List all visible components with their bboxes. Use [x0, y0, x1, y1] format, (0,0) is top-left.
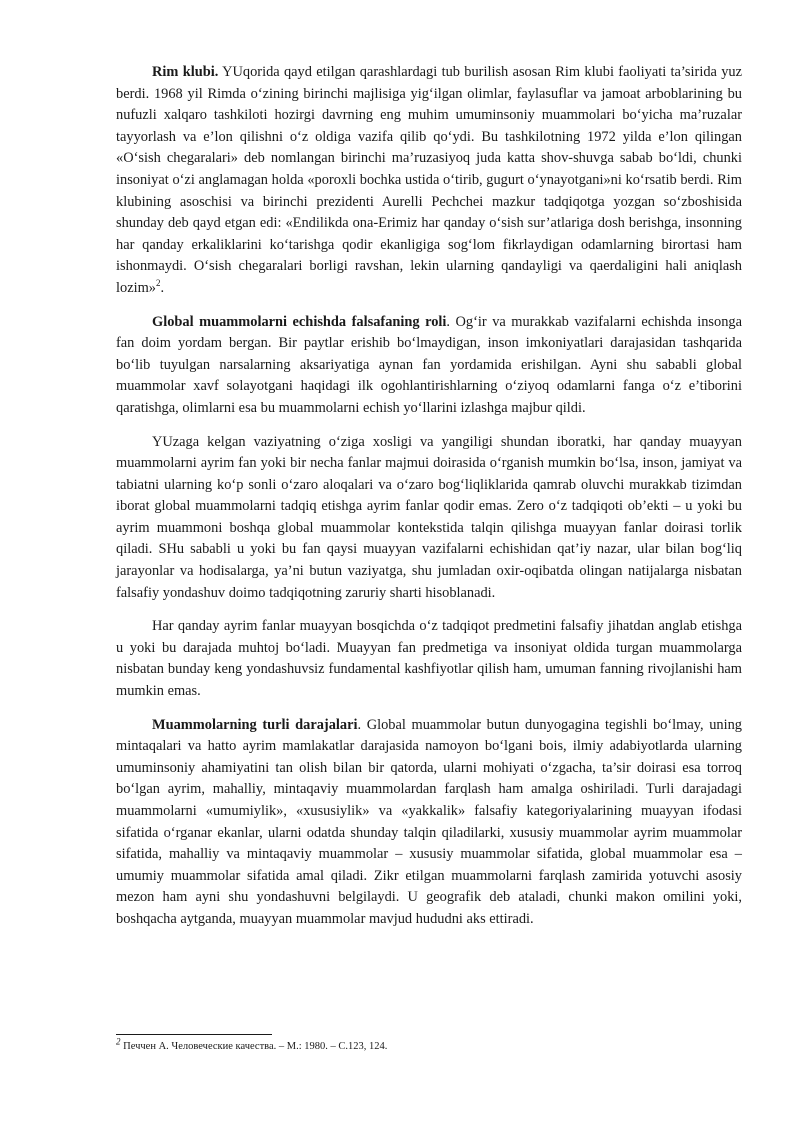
paragraph-heading: Rim klubi.: [152, 64, 219, 80]
paragraph-sciences: [116, 616, 742, 702]
paragraph-heading: Muammolarning turli darajalari: [152, 716, 358, 733]
paragraph-philosophy-role: [116, 312, 742, 420]
footnote: [116, 1036, 742, 1052]
paragraph-text: YUzaga kelgan vaziyatning o‘ziga xosligi va yangiligi shundan iboratki, har qanday muayyan muammolarni ayrim fan yoki bir necha fanlar majmui doirasida o‘rganish mumkin bo‘lsa, inson, jamiyat va tabiatni ularning ko‘p sonli o‘zaro aloqalari va o‘zaro bog‘liqliklarida qamrab oluvchi murakkab tizimdan iborat global muammolarni tadqiq etishga ayrim fanlar qodir emas. Zero o‘z tadqiqoti ob’ekti – u yoki bu ayrim muammoni boshqa global muammolar kontekstida talqin qilishga muayyan fanlar doirasi torlik qiladi. SHu sababli u yoki bu fan qaysi muayyan vazifalarni echishidan qat’iy nazar, ular bilan bog‘liq jarayonlar va hodisalarga, ya’ni butun vaziyatga, shu jumladan oxir-oqibatda olingan natijalarga nisbatan falsafiy yondashuv doimo tadqiqotning zaruriy sharti hisoblanadi.: [116, 433, 742, 601]
paragraph-tail: .: [160, 279, 165, 296]
paragraph-text: . Og‘ir va murakkab vazifalarni echishda insonga fan doim yordam bergan. Bir paytlar erishib bo‘lmaydigan, inson imkoniyatlari darajasidan tashqarida bo‘lib tuyulgan narsalarning aksariyatiga aynan fan yordamida erishilgan. Ayni shu sababli global muammolar xavf solayotgani haqidagi ilk ogohlantirishlarning o‘ziyoq odamlarni fanga o‘z e’tiborini qaratishga, olimlarni esa bu muammolarni echish yo‘llarini izlashga majbur qildi.: [116, 313, 742, 416]
paragraph-rim-club: [116, 62, 742, 300]
footnote-text: Печчен А. Человеческие качества. – М.: 1980. – С.123, 124.: [120, 1041, 388, 1052]
paragraph-problem-levels: [116, 715, 742, 931]
paragraph-text: . Global muammolar butun dunyogagina tegishli bo‘lmay, uning mintaqalari va hatto ayrim mamlakatlar darajasida namoyon bo‘lgani bois, ilmiy adabiyotlarda ularning umuminsoniy ahamiyatini tan olish bilan bir qatorda, ularni mohiyati o‘zgacha, ta’sir doirasi esa torroq bo‘lgan ayrim, mahalliy, mintaqaviy muammolardan farqlash ham amalga oshiriladi. Turli darajadagi muammolarni «umumiylik», «xususiylik» va «yakkalik» falsafiy kategoriyalarining muayyan ifodasi sifatida o‘rganar ekanlar, ularni odatda shunday talqin qiladilarki, xususiy muammolar ayrim muammolar sifatida, mahalliy va mintaqaviy muammolar – xususiy muammolar sifatida, global muammolar esa – umumiy muammolar sifatida amal qiladi. Zikr etilgan muammolarni farqlash zamirida yotuvchi asosiy mezon ham ayni shu yondashuvni belgilaydi. U geografik deb ataladi, chunki makon omilini yoki, boshqacha aytganda, muayyan muammolar mavjud hududni aks ettiradi.: [116, 716, 742, 927]
paragraph-text: Har qanday ayrim fanlar muayyan bosqichda o‘z tadqiqot predmetini falsafiy jihatdan anglab etishga u yoki bu darajada muhtoj bo‘ladi. Muayyan fan predmetiga va insoniyat oldida turgan muammolarga nisbatan bunday keng yondashuvsiz fundamental kashfiyotlar qilish ham, umuman fanning rivojlanishi ham mumkin emas.: [116, 618, 742, 700]
paragraph-heading: Global muammolarni echishda falsafaning roli: [152, 313, 447, 330]
paragraph-text: YUqorida qayd etilgan qarashlardagi tub burilish asosan Rim klubi faoliyati ta’sirida yuz berdi. 1968 yil Rimda o‘zining birinchi majlisiga yig‘ilgan olimlar, faylasuflar va jamoat arboblarining bu nufuzli xalqaro tashkiloti hozirgi davrning eng muhim umuminsoniy muammolari bo‘yicha ma’ruzalar tayyorlash va e’lon qilishni o‘z oldiga vazifa qilib qo‘ydi. Bu tashkilotning 1972 yilda e’lon qilingan «O‘sish chegaralari» deb nomlangan birinchi ma’ruzasiyoq juda katta shov-shuvga sabab bo‘ldi, chunki insoniyat o‘zi anglamagan holda «poroxli bochka ustida o‘tirib, gugurt o‘ynayotgani»ni ko‘rsatib berdi. Rim klubining asoschisi va birinchi prezidenti Aurelli Pechchei mazkur tadqiqotga yozgan so‘zboshisida shunday deb qayd etgan edi: «Endilikda ona-Erimiz har qanday o‘sish sur’atlariga dosh berishga, insonning har qanday erkaliklarini ko‘tarishga qodir ekanligiga sog‘lom fikrlaydigan odamlarning birortasi ham ishonmaydi. O‘sish chegaralari borligi ravshan, lekin ularning qandayligi va qaerdaligini hali aniqlash lozim»: [116, 64, 742, 296]
footnote-mark: 2: [116, 1036, 121, 1047]
document-body: [116, 62, 742, 943]
paragraph-situation: [116, 432, 742, 605]
footnote-reference[interactable]: 2: [155, 278, 161, 289]
footnote-separator: [116, 1034, 272, 1035]
